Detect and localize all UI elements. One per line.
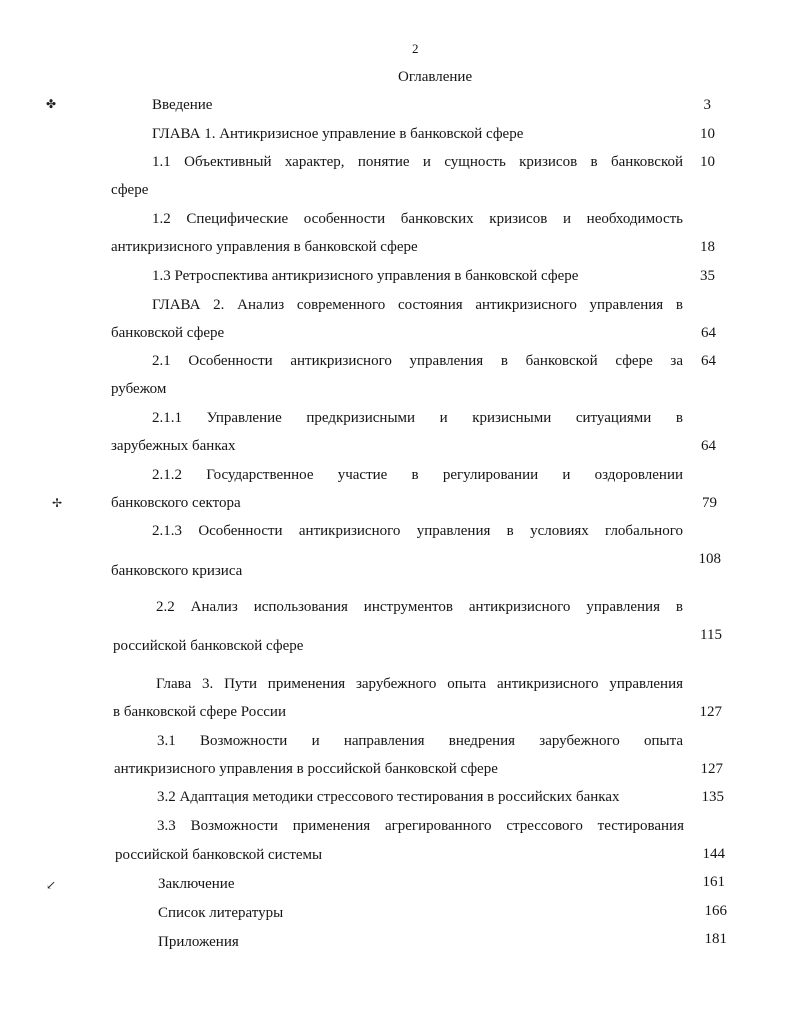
toc-entry-label: 2.1.2 Государственное участие в регулировании и оздоровлении (152, 467, 683, 483)
toc-entry-label: 2.1.1 Управление предкризисными и кризисными ситуациями в (152, 410, 683, 426)
toc-entry-continuation: российской банковской системы (115, 847, 323, 863)
toc-entry-label: Глава 3. Пути применения зарубежного опыта антикризисного управления (156, 676, 683, 692)
toc-entry-label: ГЛАВА 1. Антикризисное управление в банковской сфере (152, 126, 524, 142)
toc-entry-page: 64 (701, 325, 716, 341)
toc-entry-continuation: сфере (111, 182, 149, 198)
toc-entry-label: 1.2 Специфические особенности банковских кризисов и необходимость (152, 211, 683, 227)
toc-entry-page: 3 (703, 97, 711, 113)
toc-entry-label: Заключение (158, 876, 235, 892)
margin-mark: ✢ (52, 496, 63, 510)
page-number: 2 (412, 41, 419, 56)
toc-entry-label: 2.2 Анализ использования инструментов антикризисного управления в (156, 599, 683, 615)
toc-entry-continuation: в банковской сфере России (113, 704, 286, 720)
toc-entry-continuation: банковского сектора (111, 495, 241, 511)
toc-entry-label: 3.2 Адаптация методики стрессового тестирования в российских банках (157, 789, 620, 805)
toc-entry-continuation: зарубежных банках (111, 438, 236, 454)
toc-entry-page: 108 (698, 551, 721, 567)
toc-entry-page: 144 (702, 846, 725, 862)
toc-entry-continuation: антикризисного управления в банковской сфере (111, 239, 418, 255)
toc-entry-label: 1.1 Объективный характер, понятие и сущность кризисов в банковской (152, 154, 683, 170)
toc-entry-label: Приложения (158, 934, 239, 950)
toc-entry-page: 127 (700, 761, 723, 777)
toc-entry-page: 64 (701, 438, 716, 454)
toc-entry-label: 3.3 Возможности применения агрегированного стрессового тестирования (157, 818, 684, 834)
page-title: Оглавление (398, 69, 473, 85)
toc-entry-continuation: антикризисного управления в российской банковской сфере (114, 761, 498, 777)
toc-entry-page: 18 (700, 239, 715, 255)
toc-entry-page: 166 (704, 903, 727, 919)
toc-entry-page: 10 (700, 126, 715, 142)
toc-entry-page: 127 (699, 704, 722, 720)
toc-entry-label: 2.1.3 Особенности антикризисного управления в условиях глобального (152, 523, 683, 539)
toc-entry-continuation: рубежом (111, 381, 167, 397)
toc-entry-label: Введение (152, 97, 213, 113)
toc-entry-label: Список литературы (158, 905, 284, 921)
toc-entry-page: 181 (704, 931, 727, 947)
toc-entry-page: 79 (702, 495, 717, 511)
toc-entry-page: 161 (702, 874, 725, 890)
toc-entry-page: 10 (700, 154, 715, 170)
toc-entry-page: 115 (700, 627, 722, 643)
toc-entry-page: 35 (700, 268, 715, 284)
toc-entry-label: 3.1 Возможности и направления внедрения зарубежного опыта (157, 733, 683, 749)
toc-entry-page: 64 (701, 353, 716, 369)
toc-entry-label: ГЛАВА 2. Анализ современного состояния антикризисного управления в (152, 297, 683, 313)
toc-entry-page: 135 (701, 789, 724, 805)
toc-entry-continuation: банковского кризиса (111, 563, 243, 579)
toc-entry-label: 2.1 Особенности антикризисного управления в банковской сфере за (152, 353, 683, 369)
toc-entry-continuation: российской банковской сфере (113, 638, 304, 654)
margin-mark: ↙ (46, 878, 57, 892)
toc-entry-label: 1.3 Ретроспектива антикризисного управления в банковской сфере (152, 268, 579, 284)
margin-mark: ✤ (46, 97, 57, 111)
toc-entry-continuation: банковской сфере (111, 325, 225, 341)
